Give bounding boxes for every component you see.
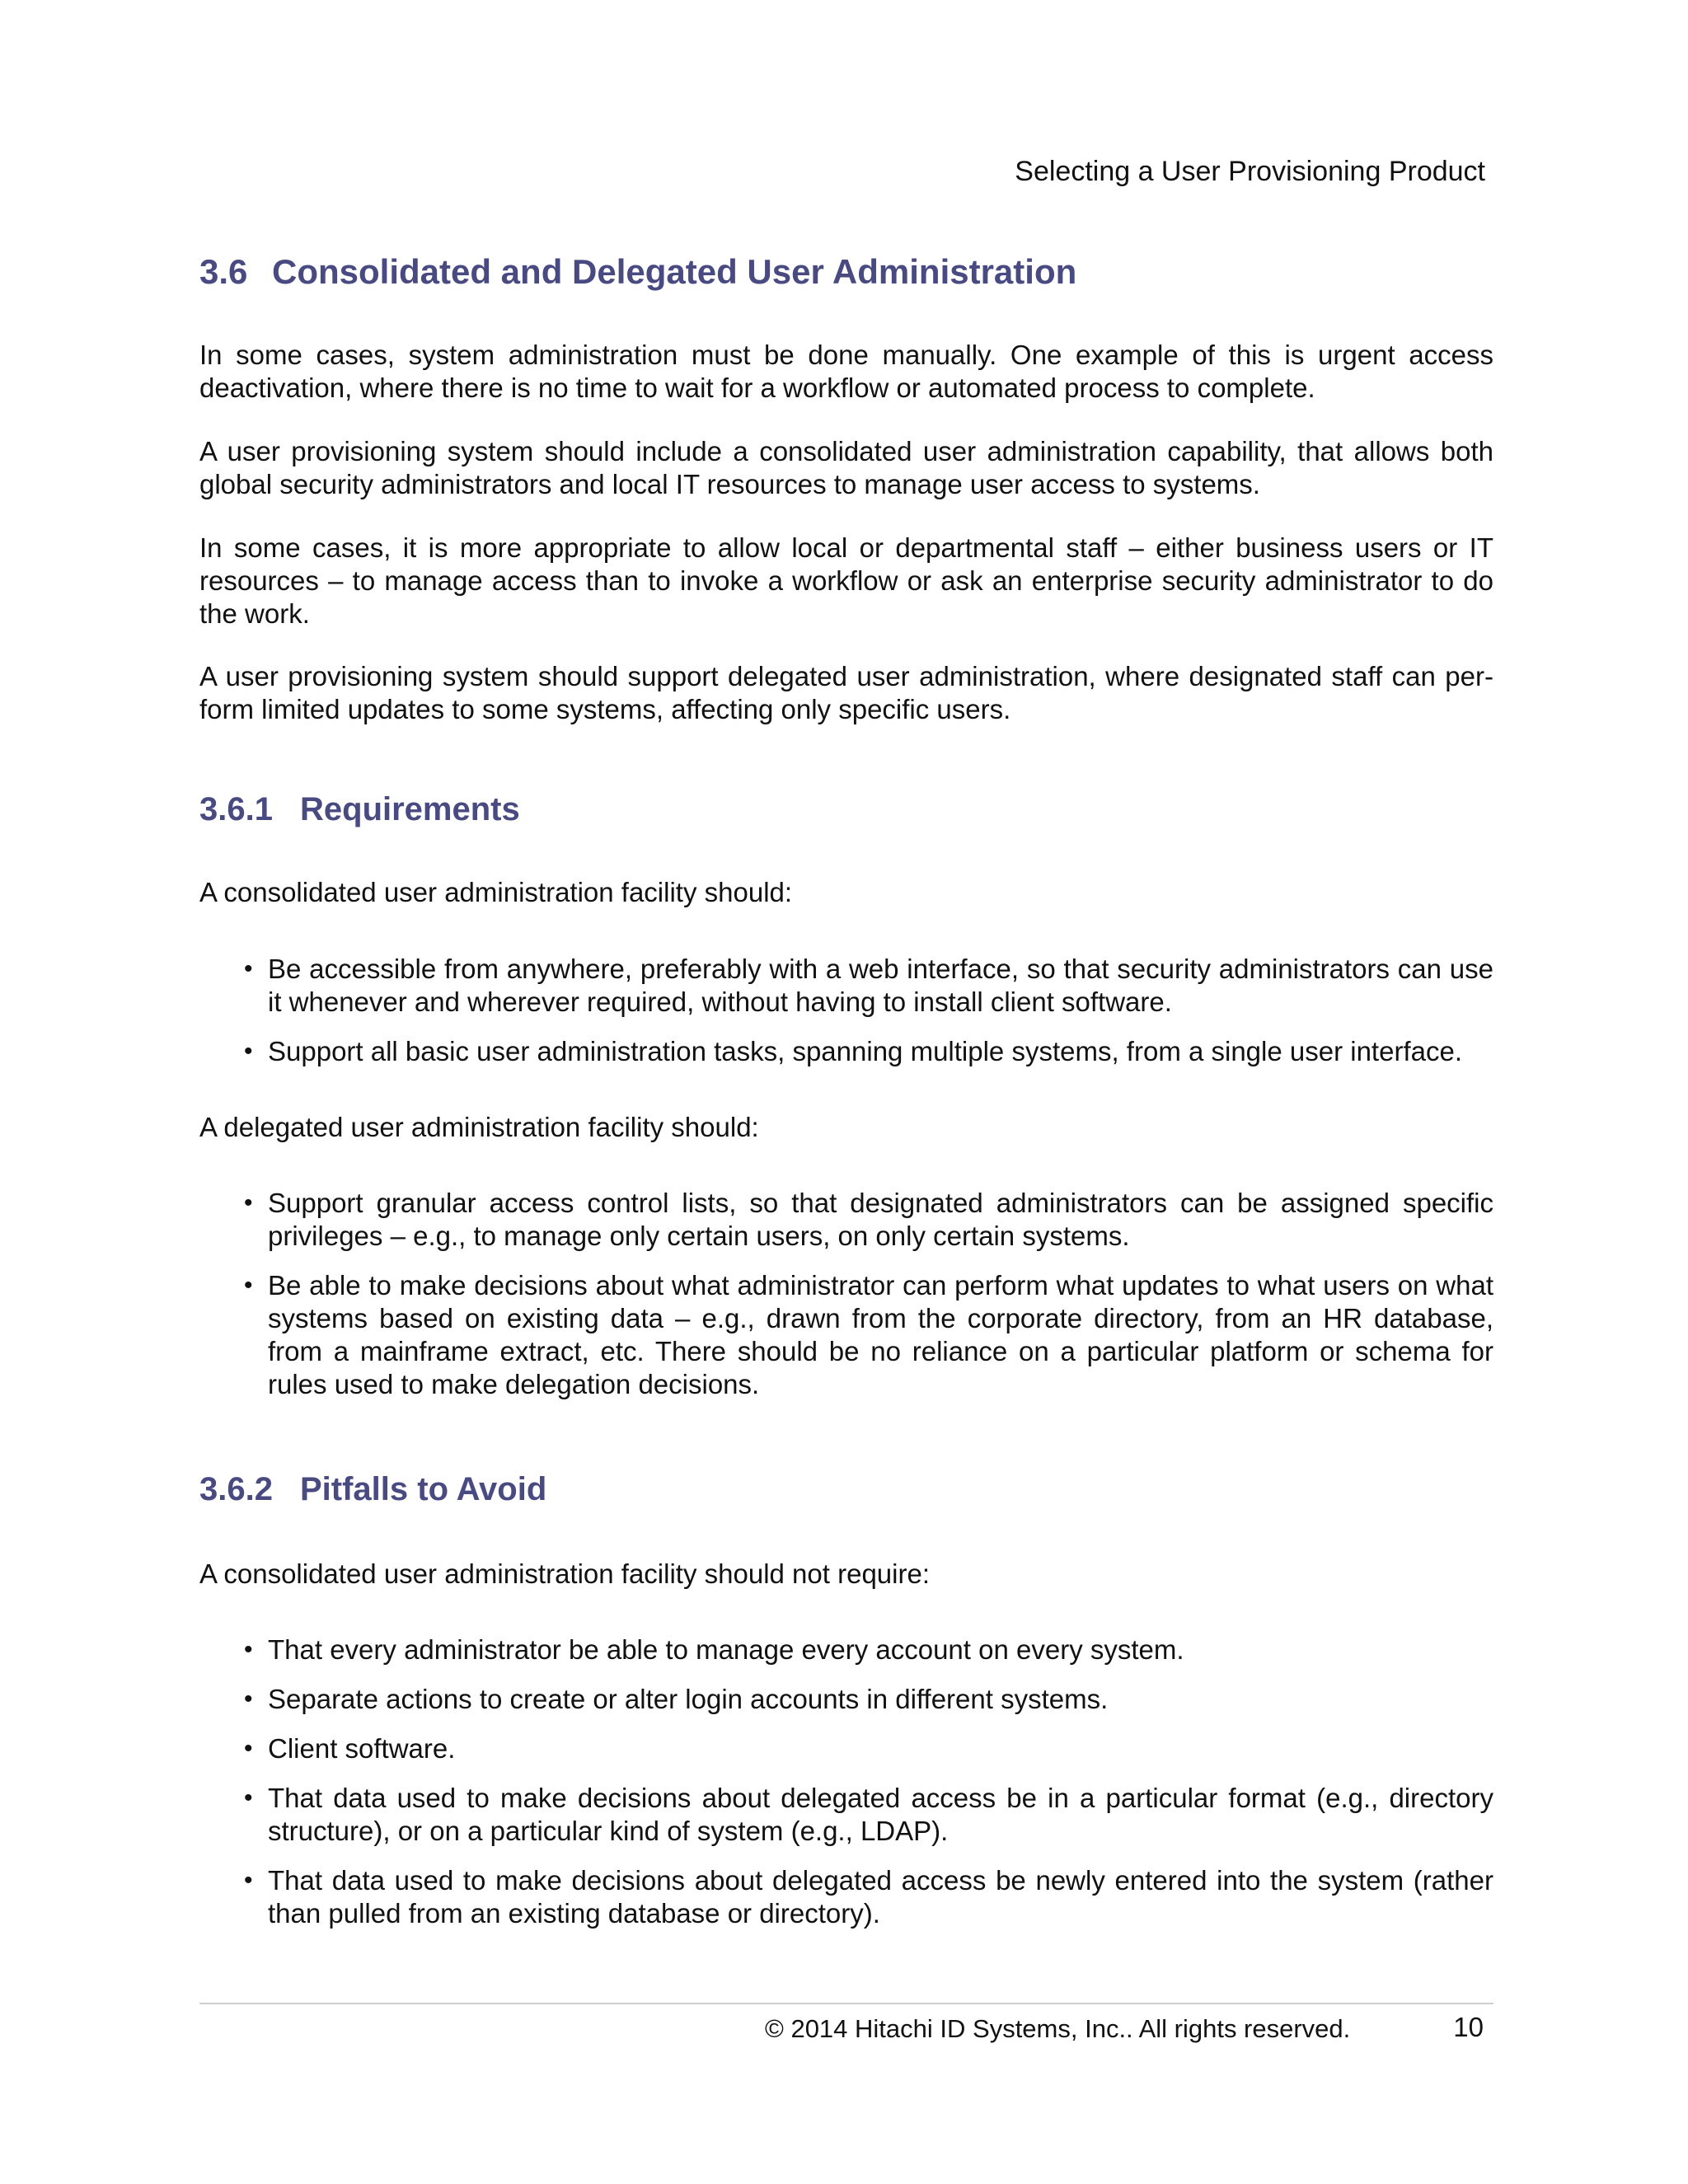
section-heading xyxy=(199,250,1076,294)
bullet: • xyxy=(244,1189,253,1216)
bullet: • xyxy=(244,1735,253,1762)
list-item xyxy=(199,1187,1493,1253)
paragraph: A user provisioning system should support delegated user administration, where designated staff can per-form limited updates to some systems, affecting only specific users. xyxy=(199,661,1493,724)
list-item xyxy=(199,1035,1493,1068)
delegated-requirements-list xyxy=(199,1187,1493,1401)
list-item xyxy=(199,953,1493,1019)
pitfalls-list xyxy=(199,1633,1493,1930)
running-header: Selecting a User Provisioning Product xyxy=(1015,156,1485,187)
bullet: • xyxy=(244,1784,253,1811)
list-item-text: That data used to make decisions about delegated access be in a particular format (e.g., directory structure), or on a particular kind of system (e.g., LDAP). xyxy=(268,1783,1493,1846)
consolidated-requirements-list xyxy=(199,953,1493,1068)
list-item-text: Client software. xyxy=(268,1733,456,1764)
paragraph: In some cases, system administration must be done manually. One example of this is urgent access deactivation, where there is no time to wait for a workflow or automated process to complete. xyxy=(199,340,1493,403)
footer-copyright: © 2014 Hitachi ID Systems, Inc.. All rights reserved. xyxy=(765,2014,1351,2043)
list-item xyxy=(199,1864,1493,1930)
bullet: • xyxy=(244,1038,253,1065)
footer-divider xyxy=(199,2003,1493,2004)
list-item xyxy=(199,1269,1493,1401)
list-intro: A consolidated user administration facility should: xyxy=(199,877,793,907)
list-item-text: That every administrator be able to manage every account on every system. xyxy=(268,1634,1184,1665)
list-intro: A delegated user administration facility should: xyxy=(199,1112,759,1142)
paragraph: In some cases, it is more appropriate to allow local or departmental staff – either business users or IT resources – to manage access than to invoke a workflow or ask an enterprise security administrator to do the work. xyxy=(199,532,1493,629)
page-number: 10 xyxy=(1453,2012,1484,2042)
list-item-text: Separate actions to create or alter login accounts in different systems. xyxy=(268,1684,1109,1714)
subsection-title: Pitfalls to Avoid xyxy=(300,1471,547,1507)
subsection-number: 3.6.2 xyxy=(199,1471,273,1507)
list-item xyxy=(199,1732,1493,1765)
list-item xyxy=(199,1782,1493,1848)
subsection-heading-pitfalls xyxy=(199,1468,546,1511)
list-item-text: Be accessible from anywhere, preferably with a web interface, so that security administrators can use it whenever and wherever required, without having to install client software. xyxy=(268,954,1493,1017)
list-item-text: Support all basic user administration tasks, spanning multiple systems, from a single user interface. xyxy=(268,1036,1462,1066)
bullet: • xyxy=(244,1272,253,1299)
bullet: • xyxy=(244,1636,253,1663)
list-item-text: That data used to make decisions about delegated access be newly entered into the system (rather than pulled from an existing database or directory). xyxy=(268,1865,1493,1929)
list-item xyxy=(199,1683,1493,1716)
section-title: Consolidated and Delegated User Administration xyxy=(272,252,1077,291)
bullet: • xyxy=(244,1685,253,1713)
list-intro: A consolidated user administration facility should not require: xyxy=(199,1558,930,1589)
list-item-text: Support granular access control lists, so that designated administrators can be assigned specific privileges – e.g., to manage only certain users, on only certain systems. xyxy=(268,1188,1493,1251)
paragraph: A user provisioning system should include a consolidated user administration capability, that allows both global security administrators and local IT resources to manage user access to systems. xyxy=(199,436,1493,499)
subsection-heading-requirements xyxy=(199,788,520,831)
list-item-text: Be able to make decisions about what administrator can perform what updates to what users on what systems based on existing data – e.g., drawn from the corporate directory, from an HR database, from a mainframe extract, etc. There should be no reliance on a particular platform or schema for rules used to make delegation decisions. xyxy=(268,1270,1493,1399)
section-number: 3.6 xyxy=(199,252,248,291)
subsection-title: Requirements xyxy=(300,791,520,827)
list-item xyxy=(199,1633,1493,1666)
bullet: • xyxy=(244,1867,253,1894)
subsection-number: 3.6.1 xyxy=(199,791,273,827)
bullet: • xyxy=(244,955,253,982)
